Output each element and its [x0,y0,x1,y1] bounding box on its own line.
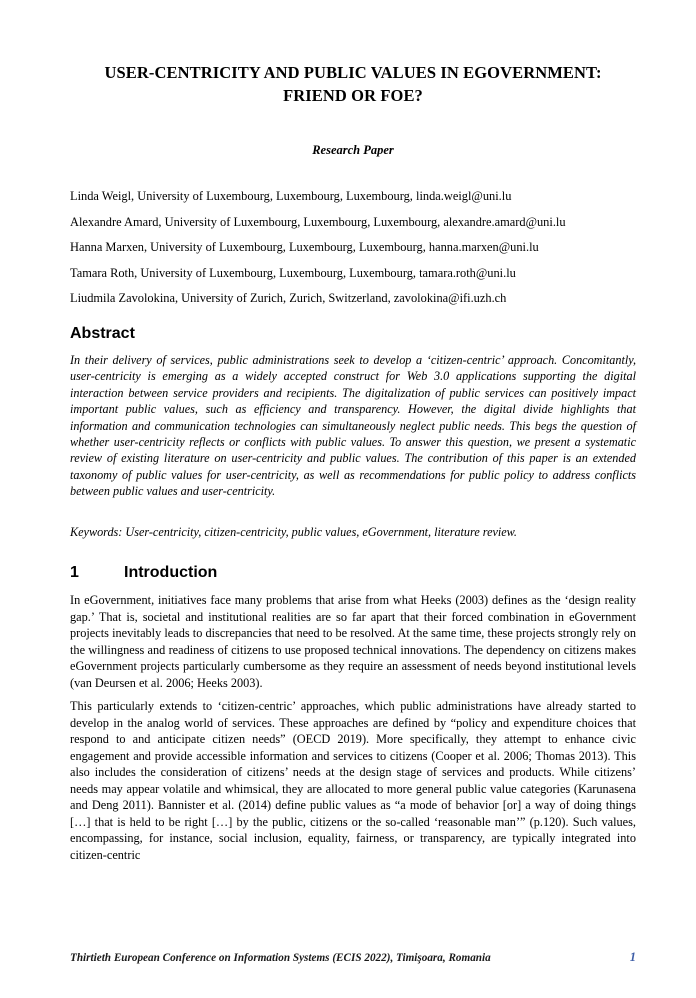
body-paragraph: In eGovernment, initiatives face many problems that arise from what Heeks (2003) defines as the ‘design reality gap.’ That is, societal and institutional realities are so far apart that their forced combination in eGovernment projects inevitably leads to discrepancies that need to be resolved. At the same time, these projects strongly rely on the willingness and readiness of citizens to use proposed technical innovations. The dependency on citizens makes eGovernment projects particularly cumbersome as they require an assessment of needs beyond institutional levels (van Deursen et al. 2006; Heeks 2003). [70,593,636,690]
author-entry: Tamara Roth, University of Luxembourg, Luxembourg, Luxembourg, tamara.roth@uni.lu [70,265,516,280]
section-title: Introduction [124,564,218,582]
author-entry: Alexandre Amard, University of Luxembourg, Luxembourg, Luxembourg, alexandre.amard@uni.lu [70,214,566,229]
section-heading-introduction [70,564,636,582]
footer-page-number: 1 [629,950,636,964]
body-paragraph: This particularly extends to ‘citizen-centric’ approaches, which public administrations have already started to develop in the analog world of services. These approaches are defined by “policy and expenditure choices that respond to and anticipate citizen needs” (OECD 2019). More specifically, they attempt to enhance civic engagement and provide accessible information and services to citizens (Cooper et al. 2006; Thomas 2013). This also includes the consideration of citizens’ needs at the design stage of services and products. While citizens’ needs may appear volatile and whimsical, they are allocated to more general public value categories (Karunasena and Deng 2011). Bannister et al. (2014) define public values as “a mode of behavior [or] a way of doing things […] that is held to be right […] by the public, citizens or the so-called ‘reasonable man’” (p.120). Such values, encompassing, for instance, social inclusion, equality, fairness, or transparency, are typically integrated into citizen-centric [70,699,636,862]
abstract-heading: Abstract [70,324,135,342]
author-entry: Liudmila Zavolokina, University of Zurich, Zurich, Switzerland, zavolokina@ifi.uzh.ch [70,291,507,306]
paper-type-label: Research Paper [312,143,394,157]
abstract-text: In their delivery of services, public administrations seek to develop a ‘citizen-centric’ approach. Concomitantly, user-centricity is emerging as a widely accepted construct for Web 3.0 applications supporting the digital interaction between service providers and recipients. The digitalization of public services can positively impact important public values, such as efficiency and transparency. However, the digital divide highlights that information and communication technologies can simultaneously neglect public needs. This begs the question of whether user-centricity reflects or conflicts with public values. To answer this question, we present a systematic review of existing literature on user-centricity and public values. The contribution of this paper is an extended taxonomy of public values for user-centricity, as well as recommendations for public policy to address conflicts between public values and user-centricity. [70,352,636,499]
footer-conference-text: Thirtieth European Conference on Information Systems (ECIS 2022), Timişoara, Romania [70,952,491,964]
keywords-line: Keywords: User-centricity, citizen-centricity, public values, eGovernment, literature review. [70,524,517,539]
page-footer [70,950,636,965]
author-list [70,188,636,307]
page-content [70,0,636,870]
page-title: USER-CENTRICITY AND PUBLIC VALUES IN EGOVERNMENT: FRIEND OR FOE? [104,63,602,105]
author-entry: Linda Weigl, University of Luxembourg, Luxembourg, Luxembourg, linda.weigl@uni.lu [70,189,512,203]
section-number: 1 [70,564,79,582]
author-entry: Hanna Marxen, University of Luxembourg, Luxembourg, Luxembourg, hanna.marxen@uni.lu [70,240,539,255]
title-block [70,62,636,107]
